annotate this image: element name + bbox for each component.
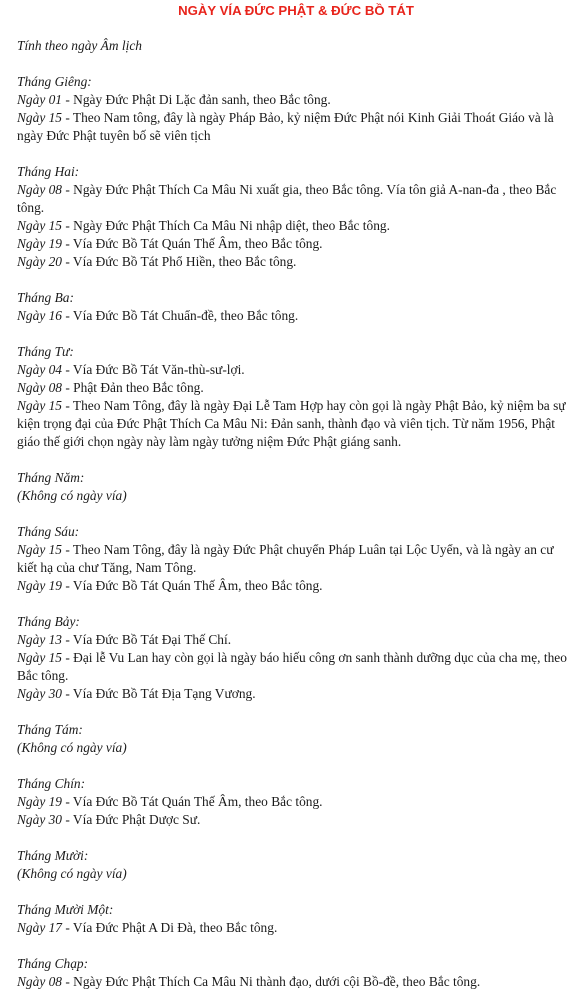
month-heading: Tháng Tám: bbox=[17, 722, 83, 737]
page-subtitle: Tính theo ngày Âm lịch bbox=[17, 38, 142, 53]
month-heading: Tháng Bảy: bbox=[17, 614, 80, 629]
feast-entry bbox=[17, 541, 575, 577]
feast-day: Ngày 01 bbox=[17, 92, 63, 107]
feast-description: - Theo Nam tông, đây là ngày Pháp Bảo, kỷ niệm Đức Phật nói Kinh Giải Thoát Giáo và là ngày Đức Phật tuyên bố sẽ viên tịch bbox=[17, 110, 554, 143]
feast-description: - Vía Đức Bồ Tát Quán Thế Âm, theo Bắc tông. bbox=[62, 578, 323, 593]
month-list bbox=[17, 73, 575, 991]
feast-description: - Ngày Đức Phật Di Lặc đản sanh, theo Bắc tông. bbox=[62, 92, 331, 107]
month-section bbox=[17, 847, 575, 883]
feast-description: - Đại lễ Vu Lan hay còn gọi là ngày báo hiếu công ơn sanh thành dưỡng dục của cha mẹ, theo Bắc tông. bbox=[17, 650, 567, 683]
feast-description: - Vía Đức Bồ Tát Văn-thù-sư-lợi. bbox=[62, 362, 245, 377]
feast-description: - Vía Đức Bồ Tát Địa Tạng Vương. bbox=[62, 686, 256, 701]
feast-day: Ngày 04 bbox=[17, 362, 63, 377]
feast-entry bbox=[17, 685, 575, 703]
feast-entry bbox=[17, 919, 575, 937]
feast-description: - Ngày Đức Phật Thích Ca Mâu Ni thành đạo, dưới cội Bồ-đề, theo Bắc tông. bbox=[62, 974, 481, 989]
feast-day: Ngày 15 bbox=[17, 218, 63, 233]
month-section bbox=[17, 775, 575, 829]
page-title: NGÀY VÍA ĐỨC PHẬT & ĐỨC BỒ TÁT bbox=[178, 3, 414, 18]
feast-day: Ngày 19 bbox=[17, 236, 63, 251]
feast-day: Ngày 19 bbox=[17, 578, 63, 593]
feast-entry bbox=[17, 793, 575, 811]
feast-description: - Vía Đức Phật A Di Đà, theo Bắc tông. bbox=[62, 920, 278, 935]
feast-description: - Vía Đức Bồ Tát Phổ Hiền, theo Bắc tông. bbox=[62, 254, 297, 269]
feast-day: Ngày 08 bbox=[17, 380, 63, 395]
month-section bbox=[17, 721, 575, 757]
month-section bbox=[17, 955, 575, 991]
feast-description: - Vía Đức Bồ Tát Chuẩn-đề, theo Bắc tông. bbox=[62, 308, 299, 323]
feast-day: Ngày 30 bbox=[17, 686, 63, 701]
feast-entry bbox=[17, 109, 575, 145]
month-heading: Tháng Chín: bbox=[17, 776, 86, 791]
month-section bbox=[17, 469, 575, 505]
feast-entry bbox=[17, 811, 575, 829]
feast-day: Ngày 15 bbox=[17, 110, 63, 125]
feast-entry bbox=[17, 253, 575, 271]
feast-description: - Ngày Đức Phật Thích Ca Mâu Ni nhập diệt, theo Bắc tông. bbox=[62, 218, 390, 233]
no-feast-note: (Không có ngày vía) bbox=[17, 866, 127, 881]
month-section bbox=[17, 523, 575, 595]
feast-day: Ngày 15 bbox=[17, 650, 63, 665]
month-section bbox=[17, 163, 575, 271]
feast-entry bbox=[17, 181, 575, 217]
feast-description: - Vía Đức Bồ Tát Quán Thế Âm, theo Bắc tông. bbox=[62, 236, 323, 251]
month-heading: Tháng Tư: bbox=[17, 344, 74, 359]
feast-entry bbox=[17, 235, 575, 253]
feast-entry bbox=[17, 217, 575, 235]
month-section bbox=[17, 343, 575, 451]
feast-description: - Theo Nam Tông, đây là ngày Đại Lễ Tam Hợp hay còn gọi là ngày Phật Bảo, kỷ niệm ba sự kiện trọng đại của Đức Phật Thích Ca Mâu Ni: Đản sanh, thành đạo và viên tịch. Từ năm 1956, Phật giáo thế giới chọn ngày này làm ngày tưởng niệm Đức Phật giáng sanh. bbox=[17, 398, 566, 449]
feast-description: - Phật Đản theo Bắc tông. bbox=[62, 380, 204, 395]
feast-entry bbox=[17, 577, 575, 595]
feast-description: - Vía Đức Phật Dược Sư. bbox=[62, 812, 201, 827]
month-heading: Tháng Năm: bbox=[17, 470, 85, 485]
feast-entry bbox=[17, 379, 575, 397]
month-section bbox=[17, 901, 575, 937]
month-heading: Tháng Chạp: bbox=[17, 956, 89, 971]
feast-entry bbox=[17, 361, 575, 379]
month-heading: Tháng Giêng: bbox=[17, 74, 92, 89]
no-feast-note: (Không có ngày vía) bbox=[17, 488, 127, 503]
feast-description: - Vía Đức Bồ Tát Quán Thế Âm, theo Bắc tông. bbox=[62, 794, 323, 809]
feast-entry bbox=[17, 397, 575, 451]
feast-description: - Theo Nam Tông, đây là ngày Đức Phật chuyển Pháp Luân tại Lộc Uyển, và là ngày an cư kiết hạ của chư Tăng, Nam Tông. bbox=[17, 542, 554, 575]
feast-entry bbox=[17, 91, 575, 109]
feast-day: Ngày 08 bbox=[17, 182, 63, 197]
month-heading: Tháng Sáu: bbox=[17, 524, 80, 539]
month-section bbox=[17, 289, 575, 325]
month-section bbox=[17, 73, 575, 145]
feast-entry bbox=[17, 631, 575, 649]
feast-description: - Ngày Đức Phật Thích Ca Mâu Ni xuất gia, theo Bắc tông. Vía tôn giả A-nan-đa , theo Bắc tông. bbox=[17, 182, 557, 215]
month-heading: Tháng Ba: bbox=[17, 290, 74, 305]
feast-entry bbox=[17, 973, 575, 991]
no-feast-note: (Không có ngày vía) bbox=[17, 740, 127, 755]
feast-day: Ngày 20 bbox=[17, 254, 63, 269]
feast-day: Ngày 08 bbox=[17, 974, 63, 989]
feast-day: Ngày 17 bbox=[17, 920, 63, 935]
feast-day: Ngày 30 bbox=[17, 812, 63, 827]
month-heading: Tháng Mười Một: bbox=[17, 902, 114, 917]
feast-day: Ngày 15 bbox=[17, 542, 63, 557]
feast-day: Ngày 15 bbox=[17, 398, 63, 413]
month-section bbox=[17, 613, 575, 703]
month-heading: Tháng Mười: bbox=[17, 848, 89, 863]
month-heading: Tháng Hai: bbox=[17, 164, 80, 179]
feast-entry bbox=[17, 649, 575, 685]
feast-day: Ngày 13 bbox=[17, 632, 63, 647]
feast-description: - Vía Đức Bồ Tát Đại Thế Chí. bbox=[62, 632, 232, 647]
feast-entry bbox=[17, 307, 575, 325]
feast-day: Ngày 16 bbox=[17, 308, 63, 323]
feast-day: Ngày 19 bbox=[17, 794, 63, 809]
